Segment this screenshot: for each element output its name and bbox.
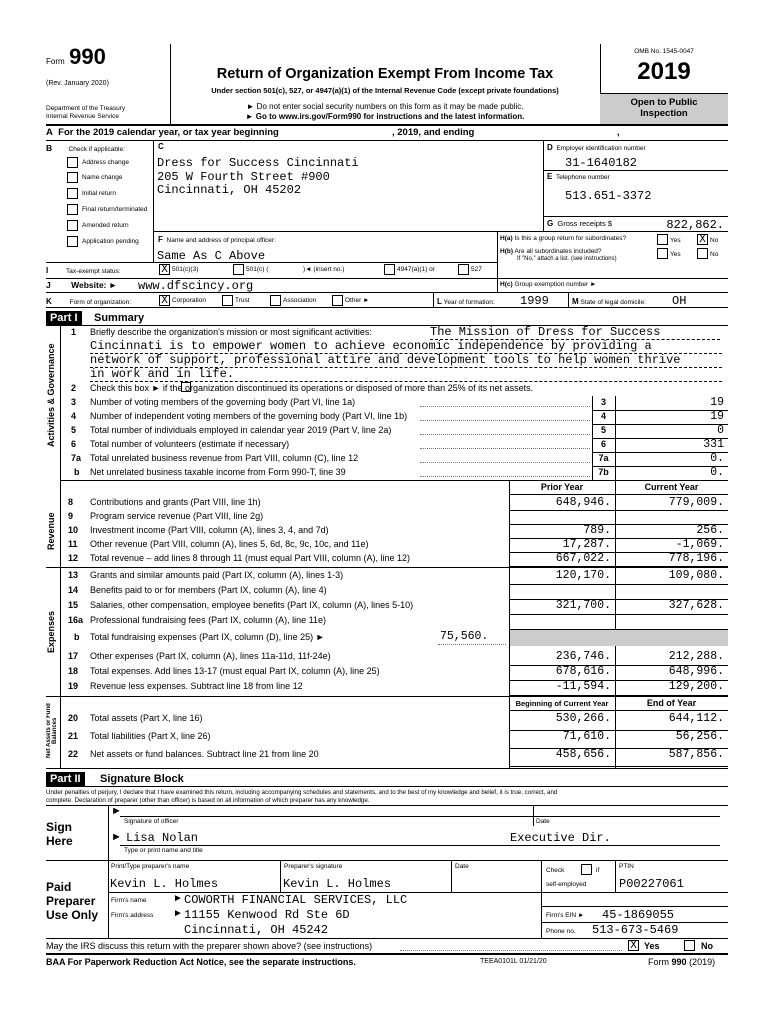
mission-line-1: The Mission of Dress for Success (430, 325, 720, 340)
amount-current: 256. (696, 524, 724, 537)
inspection: Inspection (640, 108, 688, 119)
sidebar-revenue: Revenue (46, 512, 56, 550)
mission-line-3: network of support, professional attire and development tools to help women thrive (90, 353, 722, 368)
line-16b-shade (510, 630, 728, 646)
amount-prior: 321,700. (555, 599, 611, 612)
firm-phone-label: Phone no. (546, 928, 576, 935)
name-arrow-icon: ► (111, 831, 122, 843)
state-domicile-value: OH (672, 294, 687, 308)
gov-line-text: Number of voting members of the governing body (Part VI, line 1a) (90, 397, 356, 407)
gov-line-dots (420, 476, 590, 477)
prior-year-header: Prior Year (540, 482, 584, 492)
discuss-yes-label: Yes (644, 941, 660, 951)
status-527-label: 527 (471, 266, 482, 273)
ha-label (500, 235, 626, 242)
amount-line-text: Total assets (Part X, line 16) (90, 713, 203, 723)
part1-box: Part I (46, 311, 82, 325)
self-employed-checkbox[interactable] (581, 864, 592, 875)
firm-address-1: 11155 Kenwood Rd Ste 6D (184, 908, 350, 922)
principal-officer-label (158, 235, 276, 244)
line-16b-label: Total fundraising expenses (Part IX, column (D), line 25) ► (90, 632, 325, 642)
phone-value: 513.651-3372 (565, 189, 652, 203)
preparer-ptin: P00227061 (619, 877, 684, 891)
irs-label: Internal Revenue Service (46, 113, 119, 120)
gov-line-value: 0 (717, 424, 724, 437)
gov-line-box: 6 (600, 439, 606, 449)
amount-current: 327,628. (668, 599, 724, 612)
amount-line-text: Other expenses (Part IX, column (A), lines 11a-11d, 11f-24e) (90, 651, 331, 661)
preparer-name: Kevin L. Holmes (110, 877, 219, 891)
amount-line-text: Total expenses. Add lines 13-17 (must equal Part IX, column (A), line 25) (90, 666, 380, 676)
checkbox-amended-return[interactable] (67, 220, 78, 231)
form-subtitle: Under section 501(c), 527, or 4947(a)(1) of the Internal Revenue Code (except private foundations) (211, 86, 559, 95)
hb-yes-label: Yes (670, 251, 681, 258)
hb-label (500, 248, 602, 255)
sign-here-label (46, 820, 73, 848)
amount-line-num: 13 (68, 570, 79, 580)
website-value[interactable]: www.dfscincy.org (138, 279, 254, 293)
l-label: L (437, 297, 442, 306)
amount-line-num: 11 (68, 539, 78, 549)
d-label: D (547, 143, 553, 152)
amount-line-text: Program service revenue (Part VIII, line 2g) (90, 511, 264, 521)
firm-ein-label: Firm's EIN ► (546, 912, 585, 919)
amount-line-num: 8 (68, 497, 74, 507)
org-name: Dress for Success Cincinnati (157, 156, 359, 170)
here-word: Here (46, 834, 73, 848)
amount-line-text: Revenue less expenses. Subtract line 18 from line 12 (90, 681, 303, 691)
gov-line-num: 3 (71, 397, 77, 407)
form-word: Form (46, 57, 65, 66)
amount-current: 109,080. (668, 569, 724, 582)
l-text: Year of formation: (443, 299, 495, 306)
ha-text: Is this a group return for subordinates? (514, 235, 627, 242)
status-501c3-checkbox[interactable]: X (159, 264, 170, 275)
gross-receipts-label (547, 219, 612, 228)
amount-line-text: Benefits paid to or for members (Part IX, column (A), line 4) (90, 585, 327, 595)
amount-line-text: Total revenue – add lines 8 through 11 (must equal Part VIII, column (A), line 12) (90, 553, 411, 563)
amount-line-text: Salaries, other compensation, employee benefits (Part IX, column (A), lines 5-10) (90, 600, 414, 610)
discuss-no-label: No (701, 941, 713, 951)
discuss-yes-checkbox[interactable]: X (628, 940, 639, 951)
amount-rule (509, 510, 728, 511)
baa-notice: BAA For Paperwork Reduction Act Notice, see the separate instructions. (46, 957, 356, 967)
amount-rule (509, 614, 728, 615)
amount-current: -1,069. (675, 538, 724, 551)
website-label: Website: ► (71, 280, 118, 290)
amount-line-num: 19 (68, 681, 79, 691)
rev-date: (Rev. January 2020) (46, 80, 109, 87)
label-final-return: Final return/terminated (82, 206, 148, 213)
org-street: 205 W Fourth Street #900 (157, 170, 330, 184)
gov-line-box: 4 (600, 411, 606, 421)
gov-line-num: 4 (71, 411, 77, 421)
year-formation-value: 1999 (520, 294, 549, 308)
amount-current: 644,112. (668, 712, 724, 725)
penalty-text-1: Under penalties of perjury, I declare that I have examined this return, including accompanying schedules and statements, and to the best of my knowledge and belief, it is true, correct, and (46, 789, 558, 796)
line-1-num: 1 (71, 327, 77, 337)
gov-line-value: 19 (710, 410, 724, 423)
gov-line-dots (420, 406, 590, 407)
gov-line-num: 5 (71, 425, 77, 435)
amount-line-num: 21 (68, 731, 79, 741)
gov-line-dots (420, 462, 590, 463)
use-only-word: Use Only (46, 908, 99, 922)
hc-code: H(c) (500, 281, 513, 288)
check-label: Check (546, 867, 565, 874)
org-association-checkbox[interactable] (270, 295, 281, 306)
g-label: G (547, 219, 554, 228)
amount-line-text: Investment income (Part VIII, column (A), lines 3, 4, and 7d) (90, 525, 329, 535)
prep-date-label: Date (455, 863, 469, 870)
hb-note: If "No," attach a list. (see instructions) (517, 256, 617, 262)
sidebar-expenses: Expenses (46, 610, 56, 654)
m-label: M (572, 297, 579, 306)
tax-year: 2019 (637, 58, 691, 85)
dept-treasury: Department of the Treasury (46, 105, 126, 112)
amount-line-text: Professional fundraising fees (Part IX, column (A), line 11e) (90, 615, 326, 625)
type-name-label: Type or print name and title (124, 847, 203, 854)
gov-line-text: Total number of individuals employed in calendar year 2019 (Part V, line 2a) (90, 425, 392, 435)
amount-line-num: 9 (68, 511, 74, 521)
part2-title: Signature Block (100, 773, 184, 785)
gov-line-dots (420, 420, 590, 421)
g-text: Gross receipts $ (557, 219, 613, 228)
amount-prior: 120,170. (555, 569, 611, 582)
amount-prior: 236,746. (555, 650, 611, 663)
checkbox-address-change[interactable] (67, 157, 78, 168)
prep-sig-label: Preparer's signature (284, 863, 343, 870)
firm-name-label: Firm's name (111, 897, 147, 904)
status-501c-label: 501(c) ( (246, 266, 269, 273)
part1-title: Summary (94, 312, 145, 324)
ha-yes-checkbox[interactable] (657, 234, 668, 245)
org-trust-checkbox[interactable] (222, 295, 233, 306)
gov-line-text: Net unrelated business taxable income from Form 990-T, line 39 (90, 467, 346, 477)
amount-prior: 678,616. (555, 665, 611, 678)
org-association-label: Association (283, 297, 317, 304)
officer-name: Lisa Nolan (126, 831, 199, 845)
amount-line-num: 15 (68, 600, 79, 610)
section-c-label: C (158, 142, 164, 151)
gov-line-box: 7a (598, 453, 609, 463)
gov-line-dots (420, 434, 590, 435)
status-501c3-label: 501(c)(3) (172, 266, 199, 273)
line-i-label: I (46, 266, 49, 275)
tax-exempt-status-label: Tax-exempt status: (66, 268, 121, 275)
m-text: State of legal domicile: (580, 299, 646, 306)
gov-line-text: Total number of volunteers (estimate if necessary) (90, 439, 290, 449)
firm-name: COWORTH FINANCIAL SERVICES, LLC (184, 893, 408, 907)
d-text: Employer identification number (556, 145, 646, 152)
penalty-text-2: complete. Declaration of preparer (other than officer) is based on all information of which preparer has any knowledge. (46, 797, 370, 804)
amount-current: 587,856. (668, 748, 724, 761)
gov-line-value: 0. (710, 466, 724, 479)
amount-prior: 667,022. (555, 552, 611, 565)
hb-no-label: No (710, 251, 719, 258)
gov-line-box: 7b (598, 467, 609, 477)
hb-no-checkbox[interactable] (697, 248, 708, 259)
amount-current: 129,200. (668, 680, 724, 693)
amount-line-num: 20 (68, 713, 79, 723)
e-label: E (547, 172, 553, 181)
open-inspection-box (600, 94, 728, 124)
line-j-label: J (46, 280, 51, 290)
line-2-text: Check this box ► if the organization discontinued its operations or disposed of more than 25% of its net assets. (90, 383, 534, 393)
mission-line-4: in work and in life. (90, 367, 722, 382)
hb-text: Are all subordinates included? (514, 248, 602, 255)
amount-prior: 458,656. (555, 748, 611, 761)
sidebar-net-assets: Net Assets or Fund Balances (46, 703, 58, 759)
gov-line-dots (420, 448, 590, 449)
status-501c-checkbox[interactable] (233, 264, 244, 275)
line-16b-value: 75,560. (440, 630, 489, 643)
current-year-header: Current Year (644, 482, 699, 492)
gov-line-value: 331 (703, 438, 724, 451)
preparer-signature: Kevin L. Holmes (283, 877, 392, 891)
ha-code: H(a) (500, 235, 513, 242)
amount-line-text: Net assets or fund balances. Subtract line 21 from line 20 (90, 749, 319, 759)
hc-text: Group exemption number ► (514, 281, 597, 288)
part2-box: Part II (46, 772, 85, 786)
checkbox-initial-return[interactable] (67, 188, 78, 199)
sign-word: Sign (46, 820, 72, 834)
amount-line-num: 18 (68, 666, 79, 676)
gov-line-num: 7a (71, 453, 82, 463)
amount-prior: 789. (583, 524, 611, 537)
firm-address-2: Cincinnati, OH 45242 (184, 923, 329, 937)
line-16b-text (90, 632, 325, 642)
org-corporation-checkbox[interactable]: X (159, 295, 170, 306)
ha-no-checkbox[interactable]: X (697, 234, 708, 245)
line-a (46, 127, 279, 138)
label-application-pending: Application pending (82, 238, 139, 245)
gov-line-text: Number of independent voting members of the governing body (Part VI, line 1b) (90, 411, 408, 421)
amount-prior: 648,946. (555, 496, 611, 509)
e-text: Telephone number (555, 174, 610, 181)
line-a-mid: , 2019, and ending (392, 127, 475, 138)
footer-form (648, 957, 715, 967)
line-k-label: K (46, 297, 52, 306)
section-b (46, 143, 125, 153)
gov-line-box: 3 (600, 397, 606, 407)
phone-label (547, 172, 610, 181)
amount-rule (509, 766, 728, 767)
footer-form-number: 990 (671, 957, 687, 967)
hb-code: H(b) (500, 248, 513, 255)
label-initial-return: Initial return (82, 190, 116, 197)
footer-form-word: Form (648, 957, 669, 967)
amount-prior: 71,610. (562, 730, 611, 743)
amount-current: 648,996. (668, 665, 724, 678)
amount-current: 778,196. (668, 552, 724, 565)
checkbox-application-pending[interactable] (67, 236, 78, 247)
line-k (46, 297, 131, 306)
amount-line-num: 17 (68, 651, 79, 661)
firm-address-label: Firm's address (111, 912, 154, 919)
ein-label (547, 143, 646, 152)
status-4947-checkbox[interactable] (384, 264, 395, 275)
form-label (46, 44, 106, 70)
boy-header: Beginning of Current Year (515, 699, 609, 708)
line-16b-num: b (74, 632, 80, 642)
line-16b-underline (438, 644, 506, 645)
checkbox-final-return[interactable] (67, 204, 78, 215)
f-label: F (158, 235, 163, 244)
year-formation-label (437, 297, 495, 306)
section-b-label: B (46, 143, 53, 153)
amount-prior: 530,266. (555, 712, 611, 725)
org-other-checkbox[interactable] (332, 295, 343, 306)
sig-date-label: Date (536, 818, 550, 825)
ssn-notice: ► Do not enter social security numbers on this form as it may be made public. (246, 102, 524, 111)
instructions-notice: ► Go to www.irs.gov/Form990 for instructions and the latest information. (245, 112, 525, 121)
org-corporation-label: Corporation (172, 297, 206, 304)
amount-line-text: Grants and similar amounts paid (Part IX, column (A), lines 1-3) (90, 570, 344, 580)
checkbox-name-change[interactable] (67, 172, 78, 183)
self-employed-label: self-employed (546, 881, 587, 888)
officer-title: Executive Dir. (510, 831, 611, 845)
discuss-question: May the IRS discuss this return with the preparer shown above? (see instructions) (46, 941, 373, 951)
eoy-header: End of Year (646, 698, 697, 708)
gov-line-num: 6 (71, 439, 77, 449)
signature-label: Signature of officer (124, 818, 179, 825)
ha-no-label: No (710, 237, 719, 244)
hc-label (500, 281, 596, 288)
gov-line-box: 5 (600, 425, 606, 435)
footer-year: (2019) (689, 957, 716, 967)
line-1-text: Briefly describe the organization's mission or most significant activities: (90, 327, 372, 337)
sign-arrow-icon: ► (111, 805, 122, 817)
firm-phone: 513-673-5469 (592, 923, 679, 937)
preparer-word: Preparer (46, 894, 96, 908)
amount-prior: 17,287. (562, 538, 611, 551)
label-name-change: Name change (82, 174, 123, 181)
firm-name-arrow-icon: ► (173, 893, 183, 904)
amount-line-text: Other revenue (Part VIII, column (A), lines 5, 6d, 8c, 9c, 10c, and 11e) (90, 539, 369, 549)
amount-current: 212,288. (668, 650, 724, 663)
mission-line-2: Cincinnati is to empower women to achieve economic independence by providing a (90, 339, 722, 354)
amount-prior: -11,594. (555, 680, 611, 693)
amount-line-text: Contributions and grants (Part VIII, line 1h) (90, 497, 261, 507)
principal-officer: Same As C Above (157, 249, 266, 263)
check-if-applicable: Check if applicable: (68, 146, 125, 153)
line-i (46, 266, 121, 275)
amount-current: 779,009. (668, 496, 724, 509)
form-title: Return of Organization Exempt From Income Tax (216, 66, 554, 82)
sidebar-activities: Activities & Governance (46, 343, 56, 447)
open-to-public: Open to Public (630, 97, 698, 108)
line-a-label: A (46, 127, 53, 138)
org-city: Cincinnati, OH 45202 (157, 183, 302, 197)
amount-line-num: 10 (68, 525, 79, 535)
ein-value: 31-1640182 (565, 156, 638, 170)
gov-line-value: 19 (710, 396, 724, 409)
line-a-text: For the 2019 calendar year, or tax year beginning (58, 127, 279, 138)
line-j (46, 280, 117, 290)
amount-line-num: 16a (68, 615, 84, 625)
f-text: Name and address of principal officer: (166, 237, 276, 244)
discuss-no-checkbox[interactable] (684, 940, 695, 951)
if-label: if (596, 867, 600, 874)
ha-yes-label: Yes (670, 237, 681, 244)
paid-word: Paid (46, 880, 72, 894)
line-a-end: , (617, 127, 620, 138)
amount-line-text: Total liabilities (Part X, line 26) (90, 731, 211, 741)
hb-yes-checkbox[interactable] (657, 248, 668, 259)
form-number: 990 (69, 44, 106, 69)
line-2-num: 2 (71, 383, 77, 393)
gov-line-num: b (74, 467, 80, 477)
label-amended-return: Amended return (82, 222, 129, 229)
omb-number: OMB No. 1545-0047 (634, 48, 694, 55)
status-527-checkbox[interactable] (458, 264, 469, 275)
org-other-label: Other ► (345, 297, 370, 304)
firm-ein: 45-1869055 (602, 908, 675, 922)
gross-receipts-value: 822,862. (666, 218, 724, 232)
amount-line-num: 22 (68, 749, 79, 759)
discontinued-checkbox[interactable] (181, 382, 191, 392)
state-domicile-label (572, 297, 646, 306)
status-insert-no: )◄ (insert no.) (303, 266, 345, 273)
amount-line-num: 14 (68, 585, 79, 595)
gov-line-text: Total unrelated business revenue from Part VIII, column (C), line 12 (90, 453, 359, 463)
org-trust-label: Trust (235, 297, 250, 304)
form-of-org-label: Form of organization: (69, 299, 132, 306)
form-code: TEEA0101L 01/21/20 (480, 958, 547, 965)
discuss-dots (400, 950, 622, 951)
amount-line-num: 12 (68, 553, 79, 563)
label-address-change: Address change (82, 159, 129, 166)
firm-address-arrow-icon: ► (173, 908, 183, 919)
status-4947-label: 4947(a)(1) or (397, 266, 435, 273)
paid-preparer-label (46, 880, 98, 922)
prep-name-label: Print/Type preparer's name (111, 863, 190, 870)
ptin-label: PTIN (619, 863, 634, 870)
amount-rule (509, 584, 728, 585)
amount-current: 56,256. (675, 730, 724, 743)
gov-line-value: 0. (710, 452, 724, 465)
